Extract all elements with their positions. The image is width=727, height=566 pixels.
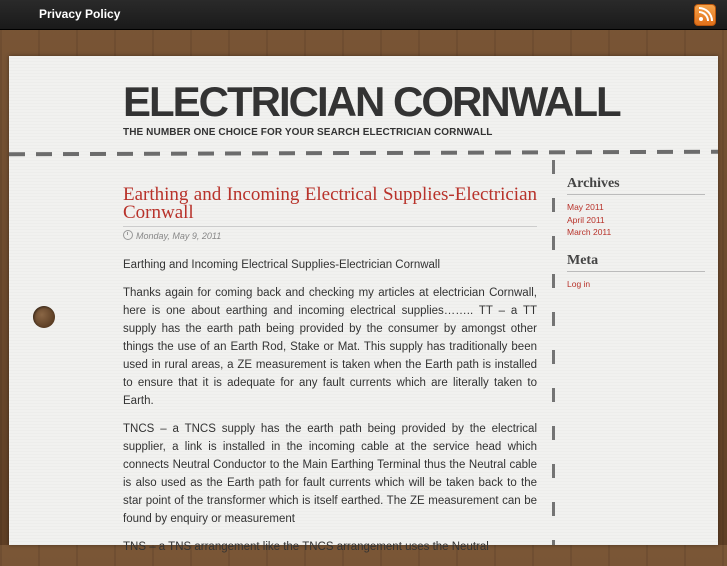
column-divider	[552, 160, 555, 545]
post-paragraph: Earthing and Incoming Electrical Supplies-Electrician Cornwall	[123, 259, 441, 271]
privacy-policy-link[interactable]: Privacy Policy	[39, 7, 121, 21]
archive-item	[567, 214, 705, 227]
post-title-link[interactable]: Earthing and Incoming Electrical Supplies-Electrician Cornwall	[123, 184, 537, 223]
post-paragraph: TNCS – a TNCS supply has the earth path being provided by the electrical supplier, a link is installed in the incoming cable at the service head which connects Neutral Conductor to the Main Earthing Terminal thus the Neutral cable is also used as the Earth path for fault currents which will be taken back to the star point of the transformer which is itself earthed. The ZE measurement can be found by enquiry or measurement	[123, 423, 537, 525]
rss-feed-icon[interactable]	[694, 4, 716, 26]
archives-widget	[567, 176, 705, 239]
meta-list	[567, 278, 705, 291]
archive-item	[567, 201, 705, 214]
post-paragraph: Thanks again for coming back and checking my articles at electrician Cornwall, here is one about earthing and incoming electrical supplies…….. TT – a TT supply has the earth path being provided by the consumer by amongst other things the use of an Earth Rod, Stake or Mat. This supply has traditionally been used in rural areas, a ZE measurement is taken when the Earth path is installed to ensure that it is adequate for any fault currents which are literally taken to Earth.	[123, 287, 537, 407]
archives-list	[567, 201, 705, 239]
page-paper	[9, 56, 718, 553]
clock-icon	[123, 230, 133, 240]
archive-link-may-2011[interactable]: May 2011	[567, 202, 604, 212]
archives-title: Archives	[567, 176, 705, 195]
archive-item	[567, 226, 705, 239]
archive-link-march-2011[interactable]: March 2011	[567, 227, 612, 237]
archive-link-april-2011[interactable]: April 2011	[567, 214, 605, 225]
top-navigation-bar	[0, 0, 727, 30]
sidebar	[567, 176, 705, 304]
meta-widget	[567, 253, 705, 291]
site-tagline: THE NUMBER ONE CHOICE FOR YOUR SEARCH ELECTRICIAN CORNWALL	[123, 127, 493, 138]
post-paragraph: TNS – a TNS arrangement like the TNCS arrangement uses the Neutral	[123, 541, 489, 553]
post-title-underline	[123, 226, 537, 227]
binder-hole	[33, 306, 55, 328]
meta-item	[567, 278, 705, 291]
post-content	[123, 256, 537, 566]
post-date	[123, 230, 221, 241]
post-date-text: Monday, May 9, 2011	[136, 231, 222, 241]
log-in-link[interactable]: Log in	[567, 278, 591, 289]
meta-title: Meta	[567, 253, 705, 272]
site-title[interactable]: ELECTRICIAN CORNWALL	[123, 78, 620, 125]
header-divider	[9, 150, 718, 156]
